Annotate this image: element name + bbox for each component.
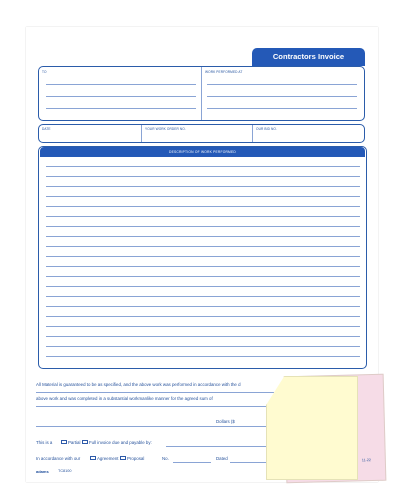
number-line: [173, 462, 211, 463]
work-at-line-1: [207, 84, 357, 85]
pink-copy-code: 11-22: [361, 458, 371, 463]
guarantee-text-line-2: above work and was completed in a substantial workmanlike manner for the agreed sum of: [36, 396, 213, 401]
date-label: DATE: [42, 127, 51, 131]
adams-logo: adams: [36, 469, 49, 474]
product-code: TC8100: [58, 469, 72, 473]
reference-divider-1: [141, 125, 142, 142]
description-line: [46, 346, 360, 347]
to-label: TO: [42, 70, 47, 74]
work-at-line-3: [207, 108, 357, 109]
your-work-order-label: YOUR WORK ORDER NO.: [145, 127, 186, 131]
proposal-checkbox[interactable]: [120, 456, 126, 460]
partial-checkbox[interactable]: [61, 440, 67, 444]
footer-guide-line-2: [36, 406, 274, 407]
to-line-3: [46, 108, 196, 109]
footer-guide-line-3: [36, 426, 274, 427]
work-at-line-2: [207, 96, 357, 97]
description-line: [46, 186, 360, 187]
due-date-line: [166, 446, 267, 447]
dated-line: [230, 462, 267, 463]
description-line: [46, 196, 360, 197]
description-line: [46, 336, 360, 337]
dated-label: Dated: [216, 456, 228, 461]
description-line: [46, 266, 360, 267]
agreement-checkbox[interactable]: [90, 456, 96, 460]
reference-box: [38, 124, 365, 143]
description-line: [46, 206, 360, 207]
description-line: [46, 216, 360, 217]
description-line: [46, 256, 360, 257]
description-line: [46, 176, 360, 177]
description-header: DESCRIPTION OF WORK PERFORMED: [40, 147, 365, 157]
yellow-copy-sheet: [266, 376, 358, 480]
agreement-label: Agreement: [97, 456, 119, 461]
partial-label: Partial: [68, 440, 81, 445]
accordance-label: In accordance with our: [36, 456, 81, 461]
address-divider: [201, 67, 202, 120]
full-invoice-checkbox[interactable]: [82, 440, 88, 444]
invoice-title: Contractors Invoice: [252, 48, 365, 66]
description-line: [46, 356, 360, 357]
description-line: [46, 286, 360, 287]
description-line: [46, 246, 360, 247]
description-line: [46, 316, 360, 317]
description-line: [46, 296, 360, 297]
reference-divider-2: [252, 125, 253, 142]
description-line: [46, 306, 360, 307]
dollars-label: Dollars ($: [216, 419, 235, 424]
our-bid-label: OUR BID NO.: [256, 127, 277, 131]
to-line-1: [46, 84, 196, 85]
number-label: No.: [162, 456, 169, 461]
to-line-2: [46, 96, 196, 97]
description-line: [46, 236, 360, 237]
description-line: [46, 166, 360, 167]
description-line: [46, 326, 360, 327]
footer-guide-line-1: [36, 392, 274, 393]
guarantee-text-line-1: All Material is guaranteed to be as specified, and the above work was performed in accordance with the d: [36, 382, 241, 387]
invoice-type-label: This is a: [36, 440, 53, 445]
work-performed-at-label: WORK PERFORMED AT: [205, 70, 243, 74]
proposal-label: Proposal: [127, 456, 145, 461]
full-invoice-label: Full invoice due and payable by:: [89, 440, 152, 445]
description-line: [46, 276, 360, 277]
description-line: [46, 226, 360, 227]
